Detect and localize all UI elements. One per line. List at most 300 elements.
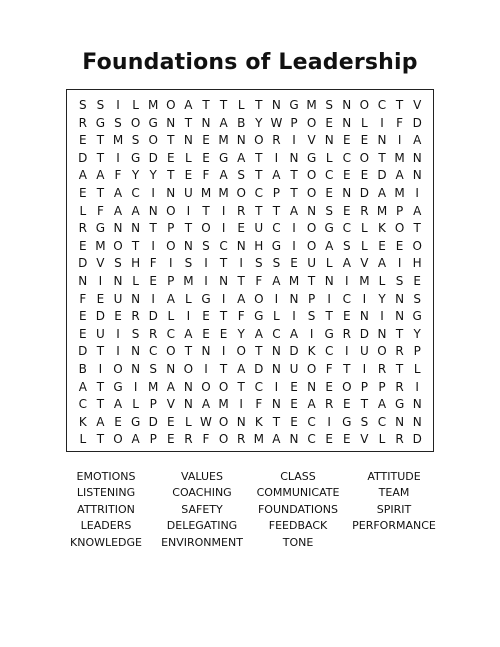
grid-cell[interactable]: R (237, 203, 246, 218)
grid-cell[interactable]: T (96, 344, 105, 359)
grid-cell[interactable]: L (185, 414, 192, 429)
grid-cell[interactable]: A (78, 379, 87, 394)
grid-cell[interactable]: D (412, 432, 422, 447)
grid-cell[interactable]: M (253, 432, 264, 447)
grid-cell[interactable]: A (219, 115, 228, 130)
grid-cell[interactable]: E (343, 397, 351, 412)
grid-cell[interactable]: L (378, 432, 386, 447)
grid-cell[interactable]: T (255, 98, 263, 112)
grid-cell[interactable]: I (221, 344, 226, 359)
grid-cell[interactable]: K (378, 221, 386, 236)
grid-cell[interactable]: I (186, 309, 191, 324)
grid-cell[interactable]: O (148, 133, 158, 148)
grid-cell[interactable]: M (148, 379, 159, 394)
grid-cell[interactable]: I (116, 344, 120, 359)
grid-cell[interactable]: T (96, 397, 105, 412)
grid-cell[interactable]: O (359, 98, 370, 112)
grid-cell[interactable]: O (113, 432, 123, 447)
grid-cell[interactable]: N (271, 98, 281, 112)
grid-cell[interactable]: N (271, 397, 281, 412)
grid-cell[interactable]: E (325, 432, 333, 447)
grid-cell[interactable]: D (78, 256, 88, 271)
grid-cell[interactable]: E (202, 150, 210, 165)
grid-cell[interactable]: D (95, 309, 106, 324)
grid-cell[interactable]: G (394, 397, 405, 412)
grid-cell[interactable]: R (325, 397, 334, 412)
grid-cell[interactable]: E (79, 133, 87, 148)
grid-cell[interactable]: N (271, 344, 281, 359)
grid-cell[interactable]: N (342, 98, 352, 112)
grid-cell[interactable]: U (254, 221, 264, 236)
grid-cell[interactable]: A (272, 432, 281, 447)
grid-cell[interactable]: A (131, 432, 140, 447)
grid-cell[interactable]: I (345, 344, 349, 359)
grid-cell[interactable]: G (148, 115, 158, 130)
grid-cell[interactable]: C (377, 414, 387, 429)
grid-cell[interactable]: R (395, 432, 404, 447)
grid-cell[interactable]: D (78, 150, 88, 165)
grid-cell[interactable]: N (289, 150, 299, 165)
grid-cell[interactable]: P (360, 379, 369, 394)
grid-cell[interactable]: I (415, 379, 419, 394)
grid-cell[interactable]: T (237, 273, 245, 288)
grid-cell[interactable]: E (114, 309, 122, 324)
grid-cell[interactable]: N (307, 203, 317, 218)
grid-cell[interactable]: T (395, 326, 404, 341)
grid-cell[interactable]: R (395, 344, 404, 359)
grid-cell[interactable]: E (96, 291, 105, 306)
grid-cell[interactable]: I (309, 326, 314, 341)
grid-cell[interactable]: N (131, 344, 141, 359)
grid-cell[interactable]: T (237, 379, 245, 394)
grid-cell[interactable]: R (184, 432, 193, 447)
grid-cell[interactable]: A (307, 397, 316, 412)
grid-cell[interactable]: L (185, 291, 192, 306)
grid-cell[interactable]: T (255, 344, 263, 359)
grid-cell[interactable]: A (289, 326, 299, 341)
grid-cell[interactable]: E (343, 432, 351, 447)
grid-cell[interactable]: N (412, 414, 422, 429)
grid-cell[interactable]: I (98, 273, 103, 288)
grid-cell[interactable]: N (377, 133, 387, 148)
grid-cell[interactable]: T (290, 185, 298, 200)
grid-cell[interactable]: D (148, 414, 158, 429)
grid-cell[interactable]: C (254, 185, 263, 200)
grid-cell[interactable]: L (167, 309, 175, 324)
grid-cell[interactable]: E (378, 238, 386, 253)
grid-cell[interactable]: A (184, 326, 193, 341)
grid-cell[interactable]: T (255, 203, 263, 218)
grid-cell[interactable]: T (184, 344, 193, 359)
grid-cell[interactable]: U (95, 326, 105, 341)
grid-cell[interactable]: N (271, 361, 281, 376)
grid-cell[interactable]: C (342, 221, 351, 236)
grid-cell[interactable]: O (236, 185, 246, 200)
grid-cell[interactable]: S (78, 98, 87, 112)
grid-cell[interactable]: S (395, 273, 404, 288)
grid-cell[interactable]: V (307, 133, 316, 148)
grid-cell[interactable]: B (237, 115, 246, 130)
grid-cell[interactable]: T (219, 256, 228, 271)
grid-cell[interactable]: O (113, 238, 123, 253)
grid-cell[interactable]: N (183, 238, 193, 253)
grid-cell[interactable]: N (395, 291, 405, 306)
grid-cell[interactable]: A (113, 185, 123, 200)
grid-cell[interactable]: T (96, 185, 105, 200)
grid-cell[interactable]: C (307, 432, 316, 447)
grid-cell[interactable]: M (218, 133, 229, 148)
grid-cell[interactable]: I (415, 185, 419, 200)
grid-cell[interactable]: A (237, 150, 246, 165)
grid-cell[interactable]: A (201, 397, 211, 412)
grid-cell[interactable]: P (307, 291, 316, 306)
grid-cell[interactable]: V (360, 432, 369, 447)
grid-cell[interactable]: T (149, 221, 157, 236)
grid-cell[interactable]: N (236, 414, 246, 429)
grid-cell[interactable]: V (96, 256, 105, 271)
grid-cell[interactable]: N (113, 221, 123, 236)
grid-cell[interactable]: A (377, 256, 387, 271)
grid-cell[interactable]: A (96, 414, 105, 429)
grid-cell[interactable]: E (184, 168, 193, 183)
grid-cell[interactable]: S (149, 361, 157, 376)
grid-cell[interactable]: S (325, 203, 333, 218)
grid-cell[interactable]: D (254, 361, 264, 376)
grid-cell[interactable]: E (360, 133, 369, 148)
grid-cell[interactable]: A (219, 168, 228, 183)
grid-cell[interactable]: I (151, 238, 155, 253)
grid-cell[interactable]: M (218, 397, 229, 412)
grid-cell[interactable]: R (377, 361, 387, 376)
grid-cell[interactable]: R (395, 379, 404, 394)
grid-cell[interactable]: K (254, 414, 263, 429)
grid-cell[interactable]: O (183, 361, 194, 376)
grid-cell[interactable]: E (79, 326, 87, 341)
grid-cell[interactable]: I (204, 256, 208, 271)
grid-cell[interactable]: A (377, 397, 387, 412)
grid-cell[interactable]: G (412, 309, 422, 324)
grid-cell[interactable]: N (78, 273, 88, 288)
grid-cell[interactable]: R (237, 432, 246, 447)
grid-cell[interactable]: E (290, 414, 298, 429)
grid-cell[interactable]: L (185, 150, 192, 165)
grid-cell[interactable]: R (78, 115, 87, 130)
grid-cell[interactable]: Y (255, 115, 263, 130)
grid-cell[interactable]: L (132, 397, 139, 412)
grid-cell[interactable]: N (324, 273, 334, 288)
grid-cell[interactable]: L (132, 98, 139, 112)
grid-cell[interactable]: N (395, 309, 405, 324)
grid-cell[interactable]: M (306, 98, 317, 112)
grid-cell[interactable]: P (149, 432, 157, 447)
grid-cell[interactable]: A (78, 168, 87, 183)
grid-cell[interactable]: N (377, 326, 387, 341)
grid-cell[interactable]: C (131, 185, 140, 200)
grid-cell[interactable]: E (149, 273, 157, 288)
grid-cell[interactable]: N (342, 185, 352, 200)
grid-cell[interactable]: W (200, 414, 212, 429)
grid-cell[interactable]: O (306, 238, 317, 253)
grid-cell[interactable]: O (306, 361, 317, 376)
grid-cell[interactable]: T (96, 150, 105, 165)
grid-cell[interactable]: N (183, 133, 193, 148)
grid-cell[interactable]: T (184, 221, 193, 236)
grid-cell[interactable]: U (113, 291, 123, 306)
grid-cell[interactable]: E (290, 256, 298, 271)
grid-cell[interactable]: R (342, 326, 351, 341)
grid-cell[interactable]: O (166, 238, 176, 253)
grid-cell[interactable]: C (377, 98, 387, 112)
grid-cell[interactable]: L (325, 256, 333, 271)
grid-cell[interactable]: M (288, 273, 300, 288)
grid-cell[interactable]: N (183, 397, 193, 412)
grid-cell[interactable]: G (324, 221, 334, 236)
grid-cell[interactable]: A (184, 98, 193, 112)
grid-cell[interactable]: O (201, 221, 211, 236)
grid-cell[interactable]: I (292, 133, 296, 148)
grid-cell[interactable]: E (202, 326, 210, 341)
grid-cell[interactable]: I (116, 150, 120, 165)
grid-cell[interactable]: Y (237, 326, 245, 341)
grid-cell[interactable]: I (397, 256, 402, 271)
grid-cell[interactable]: S (254, 256, 263, 271)
grid-cell[interactable]: O (201, 379, 211, 394)
grid-cell[interactable]: G (254, 309, 264, 324)
grid-cell[interactable]: P (149, 397, 157, 412)
grid-cell[interactable]: A (289, 203, 299, 218)
grid-cell[interactable]: T (219, 309, 228, 324)
grid-cell[interactable]: Y (149, 168, 157, 183)
grid-cell[interactable]: M (218, 185, 229, 200)
grid-cell[interactable]: G (271, 238, 282, 253)
grid-cell[interactable]: I (186, 203, 191, 218)
grid-cell[interactable]: I (397, 133, 402, 148)
grid-cell[interactable]: N (359, 309, 369, 324)
letter-grid[interactable] (66, 89, 434, 452)
grid-cell[interactable]: A (272, 168, 281, 183)
grid-cell[interactable]: I (380, 309, 384, 324)
grid-cell[interactable]: D (359, 326, 370, 341)
grid-cell[interactable]: V (360, 256, 369, 271)
grid-cell[interactable]: R (78, 221, 87, 236)
grid-cell[interactable]: S (114, 115, 122, 130)
grid-cell[interactable]: A (237, 291, 246, 306)
grid-cell[interactable]: S (272, 256, 281, 271)
grid-cell[interactable]: N (183, 379, 193, 394)
grid-cell[interactable]: O (394, 221, 405, 236)
grid-cell[interactable]: Y (131, 168, 140, 183)
grid-cell[interactable]: E (202, 309, 210, 324)
grid-cell[interactable]: C (272, 326, 281, 341)
grid-cell[interactable]: U (289, 361, 299, 376)
grid-cell[interactable]: T (184, 115, 193, 130)
grid-cell[interactable]: G (95, 221, 106, 236)
grid-cell[interactable]: M (394, 185, 405, 200)
grid-cell[interactable]: T (131, 238, 140, 253)
grid-cell[interactable]: E (360, 168, 369, 183)
grid-cell[interactable]: I (362, 361, 367, 376)
grid-cell[interactable]: I (239, 397, 243, 412)
grid-cell[interactable]: S (131, 133, 140, 148)
grid-cell[interactable]: O (306, 115, 317, 130)
grid-cell[interactable]: O (166, 98, 176, 112)
grid-cell[interactable]: I (221, 203, 226, 218)
grid-cell[interactable]: T (96, 133, 105, 148)
grid-cell[interactable]: S (307, 309, 316, 324)
grid-cell[interactable]: O (130, 115, 141, 130)
grid-cell[interactable]: N (166, 115, 176, 130)
grid-cell[interactable]: G (95, 115, 106, 130)
grid-cell[interactable]: O (412, 238, 422, 253)
grid-cell[interactable]: N (412, 397, 422, 412)
grid-cell[interactable]: I (292, 238, 296, 253)
grid-cell[interactable]: D (148, 150, 158, 165)
grid-cell[interactable]: P (413, 344, 421, 359)
grid-cell[interactable]: N (236, 133, 246, 148)
grid-cell[interactable]: M (112, 133, 124, 148)
grid-cell[interactable]: I (204, 361, 208, 376)
grid-cell[interactable]: S (237, 168, 245, 183)
grid-cell[interactable]: N (131, 291, 141, 306)
grid-cell[interactable]: N (289, 291, 299, 306)
grid-cell[interactable]: G (130, 414, 141, 429)
grid-cell[interactable]: D (78, 344, 88, 359)
grid-cell[interactable]: I (274, 291, 279, 306)
grid-cell[interactable]: V (413, 98, 422, 112)
grid-cell[interactable]: E (219, 326, 228, 341)
grid-cell[interactable]: O (113, 361, 123, 376)
grid-cell[interactable]: G (306, 150, 317, 165)
grid-cell[interactable]: C (78, 397, 87, 412)
grid-cell[interactable]: B (78, 361, 87, 376)
grid-cell[interactable]: C (166, 326, 175, 341)
grid-cell[interactable]: R (272, 133, 281, 148)
grid-cell[interactable]: E (290, 397, 298, 412)
grid-cell[interactable]: N (113, 273, 123, 288)
grid-cell[interactable]: U (359, 344, 369, 359)
grid-cell[interactable]: N (201, 115, 211, 130)
grid-cell[interactable]: R (131, 309, 140, 324)
grid-cell[interactable]: M (183, 273, 194, 288)
grid-cell[interactable]: N (289, 432, 299, 447)
grid-cell[interactable]: E (325, 379, 333, 394)
grid-cell[interactable]: P (167, 273, 175, 288)
grid-cell[interactable]: M (148, 98, 159, 112)
grid-cell[interactable]: N (307, 379, 317, 394)
grid-cell[interactable]: R (149, 326, 158, 341)
grid-cell[interactable]: M (359, 273, 370, 288)
grid-cell[interactable]: W (270, 115, 283, 130)
grid-cell[interactable]: A (342, 256, 351, 271)
grid-cell[interactable]: E (395, 238, 404, 253)
grid-cell[interactable]: T (395, 361, 404, 376)
grid-cell[interactable]: C (342, 291, 351, 306)
grid-cell[interactable]: S (360, 414, 369, 429)
grid-cell[interactable]: L (273, 309, 280, 324)
grid-cell[interactable]: F (255, 273, 263, 288)
grid-cell[interactable]: G (342, 414, 352, 429)
grid-cell[interactable]: K (78, 414, 87, 429)
grid-cell[interactable]: O (166, 344, 176, 359)
grid-cell[interactable]: I (169, 256, 173, 271)
grid-cell[interactable]: I (362, 291, 367, 306)
grid-cell[interactable]: I (204, 273, 208, 288)
grid-cell[interactable]: T (343, 361, 351, 376)
grid-cell[interactable]: A (413, 203, 422, 218)
grid-cell[interactable]: E (202, 133, 210, 148)
grid-cell[interactable]: N (148, 203, 158, 218)
grid-cell[interactable]: A (377, 185, 387, 200)
grid-cell[interactable]: Y (378, 291, 386, 306)
grid-cell[interactable]: G (289, 98, 299, 112)
grid-cell[interactable]: T (395, 98, 404, 112)
grid-cell[interactable]: K (307, 344, 316, 359)
grid-cell[interactable]: D (377, 168, 387, 183)
grid-cell[interactable]: I (239, 256, 243, 271)
grid-cell[interactable]: S (96, 98, 105, 112)
grid-cell[interactable]: S (114, 256, 122, 271)
grid-cell[interactable]: U (183, 185, 193, 200)
grid-cell[interactable]: I (327, 414, 331, 429)
grid-cell[interactable]: F (202, 168, 210, 183)
grid-cell[interactable]: V (166, 397, 175, 412)
grid-cell[interactable]: O (342, 379, 352, 394)
grid-cell[interactable]: E (343, 309, 351, 324)
grid-cell[interactable]: I (345, 273, 349, 288)
grid-cell[interactable]: L (361, 221, 368, 236)
grid-cell[interactable]: L (79, 203, 87, 218)
grid-cell[interactable]: N (412, 168, 422, 183)
grid-cell[interactable]: A (113, 397, 123, 412)
grid-cell[interactable]: E (290, 379, 298, 394)
grid-cell[interactable]: M (376, 203, 388, 218)
grid-cell[interactable]: T (167, 133, 175, 148)
grid-cell[interactable]: C (307, 414, 316, 429)
grid-cell[interactable]: E (167, 414, 175, 429)
grid-cell[interactable]: I (116, 326, 120, 341)
grid-cell[interactable]: S (325, 98, 333, 112)
grid-cell[interactable]: E (79, 185, 87, 200)
grid-cell[interactable]: N (201, 344, 211, 359)
grid-cell[interactable]: N (395, 414, 405, 429)
grid-cell[interactable]: E (167, 432, 175, 447)
grid-cell[interactable]: M (394, 150, 405, 165)
grid-cell[interactable]: S (413, 291, 421, 306)
grid-cell[interactable]: E (114, 414, 122, 429)
grid-cell[interactable]: P (395, 203, 404, 218)
grid-cell[interactable]: T (325, 309, 333, 324)
grid-cell[interactable]: T (255, 168, 263, 183)
grid-cell[interactable]: C (149, 344, 158, 359)
grid-cell[interactable]: O (218, 432, 229, 447)
grid-cell[interactable]: F (96, 203, 104, 218)
grid-cell[interactable]: C (219, 238, 228, 253)
grid-cell[interactable]: I (292, 309, 296, 324)
grid-cell[interactable]: U (307, 256, 316, 271)
grid-cell[interactable]: O (218, 379, 229, 394)
grid-cell[interactable]: L (325, 150, 333, 165)
grid-cell[interactable]: T (307, 273, 316, 288)
grid-cell[interactable]: E (237, 221, 245, 236)
grid-cell[interactable]: N (131, 361, 141, 376)
grid-cell[interactable]: C (342, 150, 351, 165)
grid-cell[interactable]: A (237, 361, 246, 376)
grid-cell[interactable]: O (359, 150, 370, 165)
grid-cell[interactable]: E (79, 309, 87, 324)
grid-cell[interactable]: I (327, 291, 331, 306)
grid-cell[interactable]: P (167, 221, 175, 236)
grid-cell[interactable]: A (166, 291, 175, 306)
